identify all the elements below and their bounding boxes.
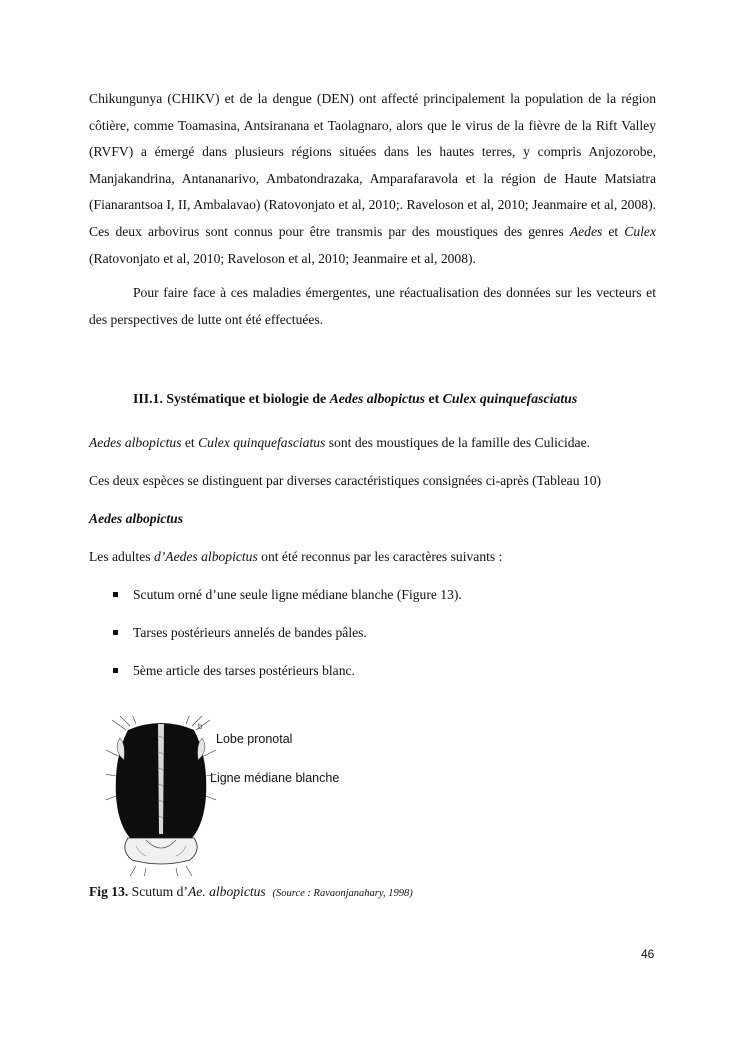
paragraph-text-end: (Ratovonjato et al, 2010; Raveloson et al, 2010; Jeanmaire et al, 2008).: [89, 250, 476, 266]
species-culex: Culex quinquefasciatus: [442, 391, 578, 407]
genus-aedes: Aedes: [569, 223, 603, 239]
genus-culex: Culex: [624, 223, 656, 239]
label-pronotal-lobe: Lobe pronotal: [216, 732, 293, 746]
distinction-sentence: Ces deux espèces se distinguent par diverses caractéristiques consignées ci-après (Tableau 10): [89, 473, 602, 489]
paragraph-arbovirus: [89, 86, 656, 272]
list-item: 5ème article des tarses postérieurs blanc.: [113, 661, 656, 681]
figure-letter: b: [198, 722, 203, 731]
adults-intro: Les adultes d’Aedes albopictus ont été reconnus par les caractères suivants :: [89, 549, 503, 565]
scutum-illustration-icon: [106, 716, 216, 876]
species-aedes: Aedes albopictus: [329, 391, 426, 407]
paragraph-emergent-diseases: Pour faire face à ces maladies émergentes, une réactualisation des données sur les vecteurs et des perspectives de lutte ont été effectuées.: [89, 285, 656, 327]
bullet-square-icon: [113, 592, 118, 597]
document-body: [89, 86, 656, 699]
bullet-square-icon: [113, 630, 118, 635]
section-heading: III.1. Systématique et biologie de Aedes albopictus et Culex quinquefasciatus: [133, 391, 578, 407]
character-list: [89, 585, 656, 681]
page-number: 46: [641, 947, 655, 961]
subheading-aedes: Aedes albopictus: [89, 511, 184, 527]
caption-source: (Source : Ravaonjanahary, 1998): [272, 888, 413, 899]
list-item: Scutum orné d’une seule ligne médiane blanche (Figure 13).: [113, 585, 656, 605]
list-item: Tarses postérieurs annelés de bandes pâles.: [113, 623, 656, 643]
figure-caption: Fig 13. Scutum d’Ae. albopictus (Source : Ravaonjanahary, 1998): [89, 884, 413, 899]
bullet-square-icon: [113, 668, 118, 673]
scutum-figure: [106, 716, 406, 876]
paragraph-text: Chikungunya (CHIKV) et de la dengue (DEN) ont affecté principalement la population de la région côtière, comme Toamasina, Antsiranana et Taolagnaro, alors que le virus de la fièvre de la Rift Valley (RVFV) a émergé dans plusieurs régions situées dans les hautes terres, y compris Anjozorobe, Manjakandrina, Antananarivo, Ambatondrazaka, Amparafaravola et la région de Haute Matsiatra (Fianarantsoa I, II, Ambalavao) (Ratovonjato et al, 2010;. Raveloson et al, 2010; Jeanmaire et al, 2008). Ces deux arbovirus sont connus pour être transmis par des moustiques des genres: [89, 91, 656, 239]
conjunction: et: [602, 223, 625, 239]
family-sentence: Aedes albopictus et Culex quinquefasciatus sont des moustiques de la famille des Culicidae.: [89, 435, 591, 451]
label-median-line: Ligne médiane blanche: [210, 771, 340, 785]
